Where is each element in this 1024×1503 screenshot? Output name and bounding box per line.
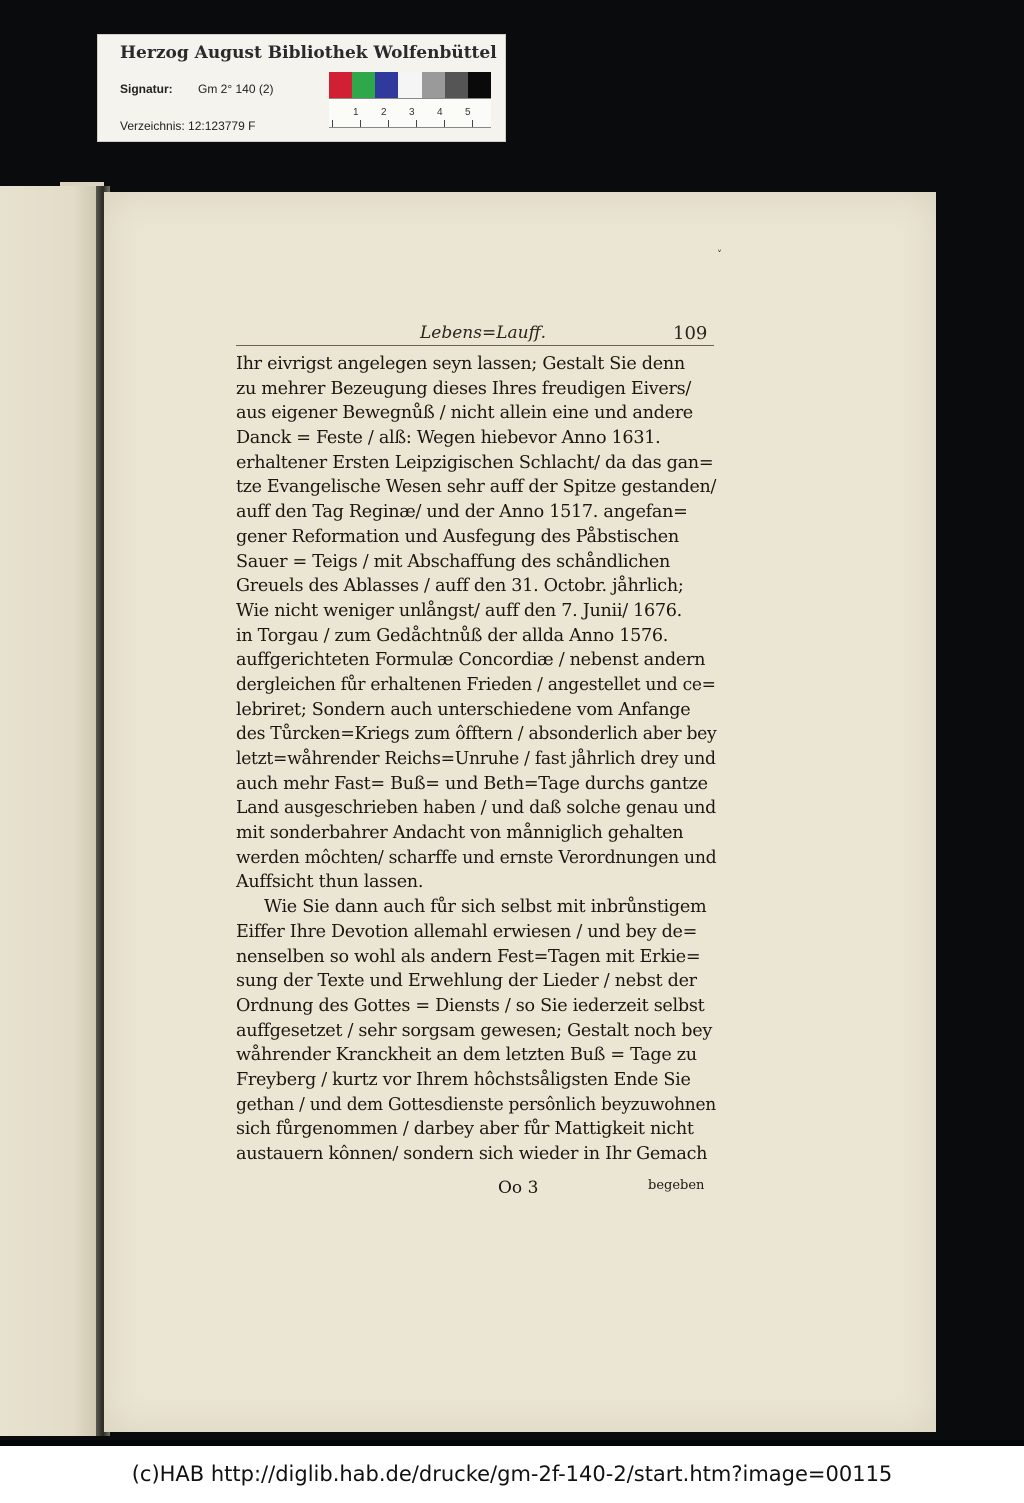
scale-tick	[360, 120, 361, 127]
scale-number: 4	[437, 107, 443, 118]
text-line: werden môchten/ scharffe und ernste Verordnungen und	[236, 847, 717, 868]
scale-number: 3	[409, 107, 415, 118]
text-line: Freyberg / kurtz vor Ihrem hôchstsåligsten Ende Sie	[236, 1069, 691, 1090]
scale-tick	[416, 120, 417, 127]
catchword: begeben	[648, 1178, 705, 1193]
left-page	[0, 186, 104, 1436]
text-line: Sauer = Teigs / mit Abschaffung des schåndlichen	[236, 551, 670, 572]
running-head: Lebens=Lauff.	[420, 323, 547, 343]
swatch-red	[329, 72, 352, 98]
text-line: auffgesetzet / sehr sorgsam gewesen; Gestalt noch bey	[236, 1020, 712, 1041]
text-line: Auffsicht thun lassen.	[236, 872, 424, 893]
scale-tick	[332, 120, 333, 127]
swatch-white	[398, 72, 421, 98]
text-line: Greuels des Ablasses / auff den 31. Octobr. jåhrlich;	[236, 576, 684, 597]
text-line: austauern kônnen/ sondern sich wieder in Ihr Gemach	[236, 1144, 708, 1164]
scale-tick	[472, 120, 473, 127]
text-line: dergleichen fůr erhaltenen Frieden / angestellet und ce=	[236, 674, 716, 695]
text-line: auffgerichteten Formulæ Concordiæ / nebenst andern	[236, 650, 706, 671]
margin-mark: ˅	[717, 250, 722, 261]
library-label-card	[97, 34, 506, 142]
image-caption: (c)HAB http://diglib.hab.de/drucke/gm-2f-140-2/start.htm?image=00115	[0, 1446, 1024, 1503]
text-line: aus eigener Bewegnůß / nicht allein eine und andere	[236, 403, 693, 424]
text-line: Wie Sie dann auch fůr sich selbst mit inbrůnstigem	[264, 897, 707, 918]
signatur-label: Signatur:	[120, 82, 173, 96]
scale-ruler	[329, 98, 491, 128]
signatur-value: Gm 2° 140 (2)	[198, 82, 274, 96]
text-line: Wie nicht weniger unlångst/ auff den 7. Junii/ 1676.	[236, 600, 682, 621]
text-line: in Torgau / zum Gedåchtnůß der allda Anno 1576.	[236, 625, 669, 646]
text-line: tze Evangelische Wesen sehr auff der Spitze gestanden/	[236, 477, 717, 498]
text-line: Ihr eivrigst angelegen seyn lassen; Gestalt Sie denn	[236, 354, 685, 374]
text-line: Land ausgeschrieben haben / und daß solche genau und	[236, 798, 716, 819]
scale-tick	[444, 120, 445, 127]
scale-tick	[388, 120, 389, 127]
text-line: lebriret; Sondern auch unterschiedene vom Anfange	[236, 699, 691, 720]
text-line: des Tůrcken=Kriegs zum ôfftern / absonderlich aber bey	[236, 724, 717, 745]
swatch-blue	[375, 72, 398, 98]
text-line: gethan / und dem Gottesdienste persônlich beyzuwohnen	[236, 1094, 716, 1115]
swatch-dark-gray	[445, 72, 468, 98]
color-calibration-strip	[329, 72, 491, 98]
text-line: auch mehr Fast= Buß= und Beth=Tage durchs gantze	[236, 773, 708, 794]
scale-number: 1	[353, 107, 359, 118]
page-number: 109	[673, 323, 708, 344]
body-text	[236, 352, 716, 1167]
text-line: sung der Texte und Erwehlung der Lieder / nebst der	[236, 971, 697, 992]
library-name: Herzog August Bibliothek Wolfenbüttel	[120, 43, 497, 63]
text-line: letzt=wåhrender Reichs=Unruhe / fast jåhrlich drey und	[236, 749, 716, 769]
text-line: wåhrender Kranckheit an dem letzten Buß = Tage zu	[236, 1045, 697, 1066]
text-line: nenselben so wohl als andern Fest=Tagen mit Erkie=	[236, 946, 701, 967]
text-line: Ordnung des Gottes = Diensts / so Sie iederzeit selbst	[236, 995, 705, 1016]
scale-number: 2	[381, 107, 387, 118]
text-line: gener Reformation und Ausfegung des Påbstischen	[236, 526, 679, 547]
text-line: Danck = Feste / alß: Wegen hiebevor Anno 1631.	[236, 428, 661, 449]
text-line: mit sonderbahrer Andacht von månniglich gehalten	[236, 823, 684, 844]
text-line: sich fůrgenommen / darbey aber fůr Mattigkeit nicht	[236, 1119, 694, 1140]
swatch-light-gray	[422, 72, 445, 98]
swatch-black	[468, 72, 491, 98]
verzeichnis-text: Verzeichnis: 12:123779 F	[120, 119, 256, 133]
text-line: Eiffer Ihre Devotion allemahl erwiesen / und bey de=	[236, 921, 698, 942]
text-line: zu mehrer Bezeugung dieses Ihres freudigen Eivers/	[236, 378, 692, 399]
signature-mark: Oo 3	[498, 1178, 539, 1198]
scale-number: 5	[465, 107, 471, 118]
swatch-green	[352, 72, 375, 98]
text-line: auff den Tag Reginæ/ und der Anno 1517. angefan=	[236, 502, 688, 523]
header-rule	[236, 345, 714, 346]
text-line: erhaltener Ersten Leipzigischen Schlacht/ da das gan=	[236, 452, 714, 473]
